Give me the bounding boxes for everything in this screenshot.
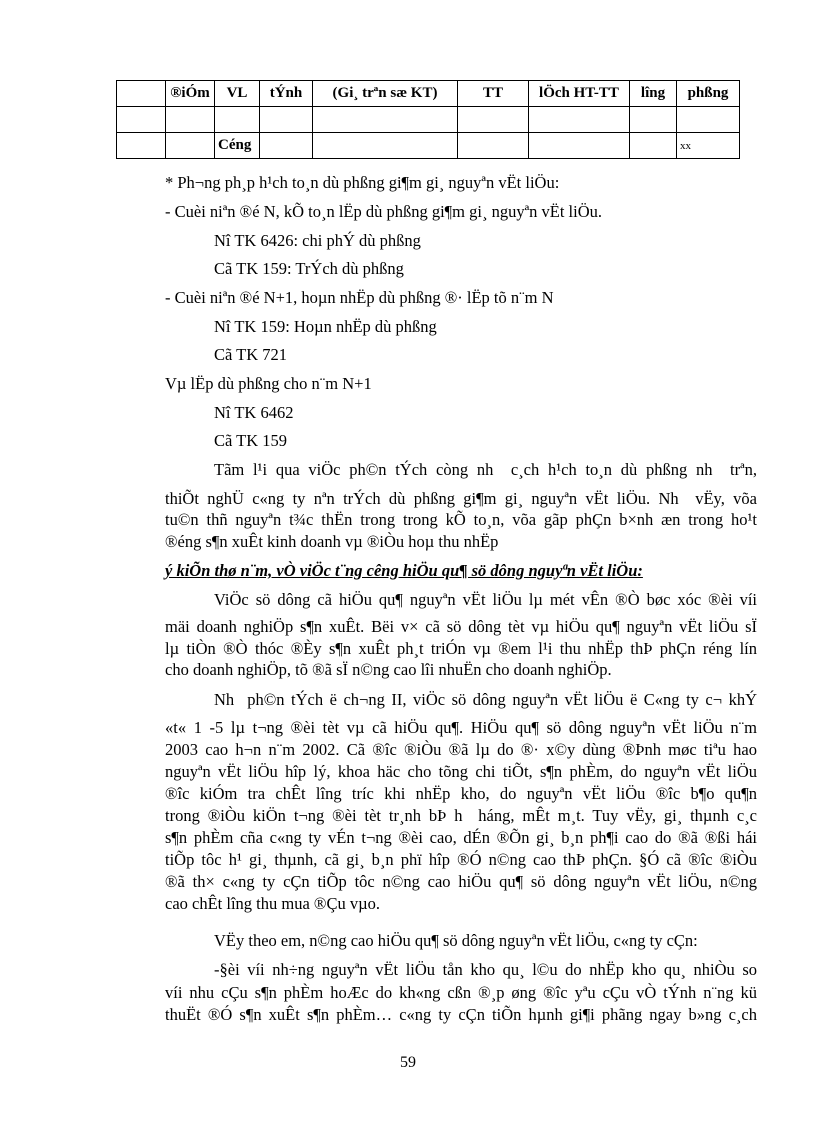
table-total-value: xx [677, 133, 740, 159]
table-header-cell: TT [458, 81, 529, 107]
text-line: - Cuèi niªn ®é N+1, hoµn nhËp dù phßng ®· lËp tõ n¨m N [165, 288, 554, 307]
paragraph-line: cao chÊt lîng thu mua ®Çu vµo. [165, 894, 380, 913]
paragraph-line: tu©n thñ nguyªn t¾c thËn trong trong kÕ to¸n, võa gãp phÇn b×nh æn trong ho¹t [165, 510, 757, 529]
paragraph-line: ViÖc sö dông cã hiÖu qu¶ nguyªn vËt liÖu lµ mét vÊn ®Ò bøc xóc ®èi víi [214, 590, 757, 609]
text-line: Nî TK 6426: chi phÝ dù phßng [214, 231, 421, 250]
table-total-row [117, 133, 740, 159]
paragraph-line: thiÕt nghÜ c«ng ty nªn trÝch dù phßng gi¶m gi¸ nguyªn vËt liÖu. Nh vËy, võa [165, 489, 757, 508]
paragraph-line: lµ tiÒn ®Ò thóc ®Èy s¶n xuÊt ph¸t triÓn vµ ®em l¹i thu nhËp thÞ phÇn réng lín [165, 639, 757, 658]
table-header-cell: lÖch HT-TT [529, 81, 630, 107]
page-number: 59 [400, 1054, 416, 1071]
table-header-cell: phßng [677, 81, 740, 107]
table-total-label: Céng [215, 133, 260, 159]
table-cell [529, 133, 630, 159]
table-cell [630, 107, 677, 133]
table-cell [117, 81, 166, 107]
paragraph-line: cho doanh nghiÖp, tõ ®ã sÏ n©ng cao lîi nhuËn cho doanh nghiÖp. [165, 660, 612, 679]
table-header-cell: ®iÓm [166, 81, 215, 107]
table-cell [215, 107, 260, 133]
table-cell [166, 107, 215, 133]
paragraph-line: «t« 1 -5 lµ t¬ng ®èi tèt vµ cã hiÖu qu¶. HiÖu qu¶ sö dông nguyªn vËt liÖu n¨m [165, 718, 757, 737]
text-line: Cã TK 159 [214, 431, 288, 450]
table-cell [630, 133, 677, 159]
method-title: * Ph¬ng ph¸p h¹ch to¸n dù phßng gi¶m gi¸ nguyªn vËt liÖu: [165, 173, 560, 192]
table-cell [677, 107, 740, 133]
text-line: - Cuèi niªn ®é N, kÕ to¸n lËp dù phßng gi¶m gi¸ nguyªn vËt liÖu. [165, 202, 603, 221]
paragraph-line: Tãm l¹i qua viÖc ph©n tÝch còng nh c¸ch h¹ch to¸n dù phßng nh trªn, [214, 460, 757, 479]
text-line: Nî TK 6462 [214, 403, 294, 422]
paragraph-line: VËy theo em, n©ng cao hiÖu qu¶ sö dông nguyªn vËt liÖu, c«ng ty cÇn: [214, 931, 698, 950]
table-cell [313, 133, 458, 159]
paragraph-line: s¶n phÈm cña c«ng ty vÉn t¬ng ®èi cao, dÉn ®Õn gi¸ b¸n ph¶i cao do ®ã ®ßi hái [165, 828, 757, 847]
paragraph-line: víi nhu cÇu s¶n phÈm hoÆc do kh«ng cßn ®¸p øng ®îc yªu cÇu vÒ tÝnh n¨ng kü [165, 983, 757, 1002]
paragraph-line: trong ®iÒu kiÖn t¬ng ®èi tèt tr¸nh bÞ h háng, mÊt m¸t. Tuy vËy, gi¸ thµnh c¸c [165, 806, 757, 825]
table-cell [458, 133, 529, 159]
paragraph-line: -§èi víi nh÷ng nguyªn vËt liÖu tån kho qu¸ l©u do nhËp kho qu¸ nhiÒu so [214, 960, 757, 979]
table-header-cell: VL [215, 81, 260, 107]
paragraph-line: mäi doanh nghiÖp s¶n xuÊt. Bëi v× cã sö dông tèt vµ hiÖu qu¶ nguyªn vËt liÖu sÏ [165, 617, 757, 636]
table-cell [117, 133, 166, 159]
text-line: Vµ lËp dù phßng cho n¨m N+1 [165, 374, 372, 393]
table-cell [260, 107, 313, 133]
paragraph-line: nguyªn vËt liÖu hîp lý, khoa häc cho tõng chi tiÕt, s¶n phÈm, do nguyªn vËt liÖu [165, 762, 757, 781]
paragraph-line: ®ã th× c«ng ty cÇn tiÕp tôc n©ng cao hiÖu qu¶ sö dông nguyªn vËt liÖu, n©ng [165, 872, 757, 891]
table-header-row [117, 81, 740, 107]
section-heading: ý kiÕn thø n¨m, vÒ viÖc t¨ng cêng hiÖu qu¶ sö dông nguyªn vËt liÖu: [165, 561, 643, 580]
table-cell [117, 107, 166, 133]
text-line: Cã TK 159: TrÝch dù phßng [214, 259, 404, 278]
table-header-cell: lîng [630, 81, 677, 107]
table-cell [313, 107, 458, 133]
table-row [117, 107, 740, 133]
paragraph-line: ®îc kiÓm tra chÊt lîng tríc khi nhËp kho, do nguyªn vËt liÖu ®îc b¶o qu¶n [165, 784, 757, 803]
table-cell [166, 133, 215, 159]
paragraph-line: ®éng s¶n xuÊt kinh doanh vµ ®iÒu hoµ thu nhËp [165, 532, 499, 551]
paragraph-line: 2003 cao h¬n n¨m 2002. Cã ®îc ®iÒu ®ã lµ do ®· x©y dùng ®Þnh møc tiªu hao [165, 740, 757, 759]
table-header-cell: (Gi¸ trªn sæ KT) [313, 81, 458, 107]
table-cell [458, 107, 529, 133]
paragraph-line: thuËt ®Ó s¶n xuÊt s¶n phÈm… c«ng ty cÇn tiÕn hµnh gi¶i phãng ngay b»ng c¸ch [165, 1005, 757, 1024]
table-header-cell: tÝnh [260, 81, 313, 107]
paragraph-line: Nh ph©n tÝch ë ch¬ng II, viÖc sö dông nguyªn vËt liÖu ë C«ng ty c¬ khÝ [214, 690, 757, 709]
provision-table [116, 80, 740, 159]
table-cell [529, 107, 630, 133]
paragraph-line: tiÕp tôc h¹ gi¸ thµnh, cã gi¸ b¸n phï hîp ®Ó n©ng cao thÞ phÇn. §Ó cã ®îc ®iÒu [165, 850, 757, 869]
text-line: Nî TK 159: Hoµn nhËp dù phßng [214, 317, 437, 336]
table-cell [260, 133, 313, 159]
text-line: Cã TK 721 [214, 345, 288, 364]
